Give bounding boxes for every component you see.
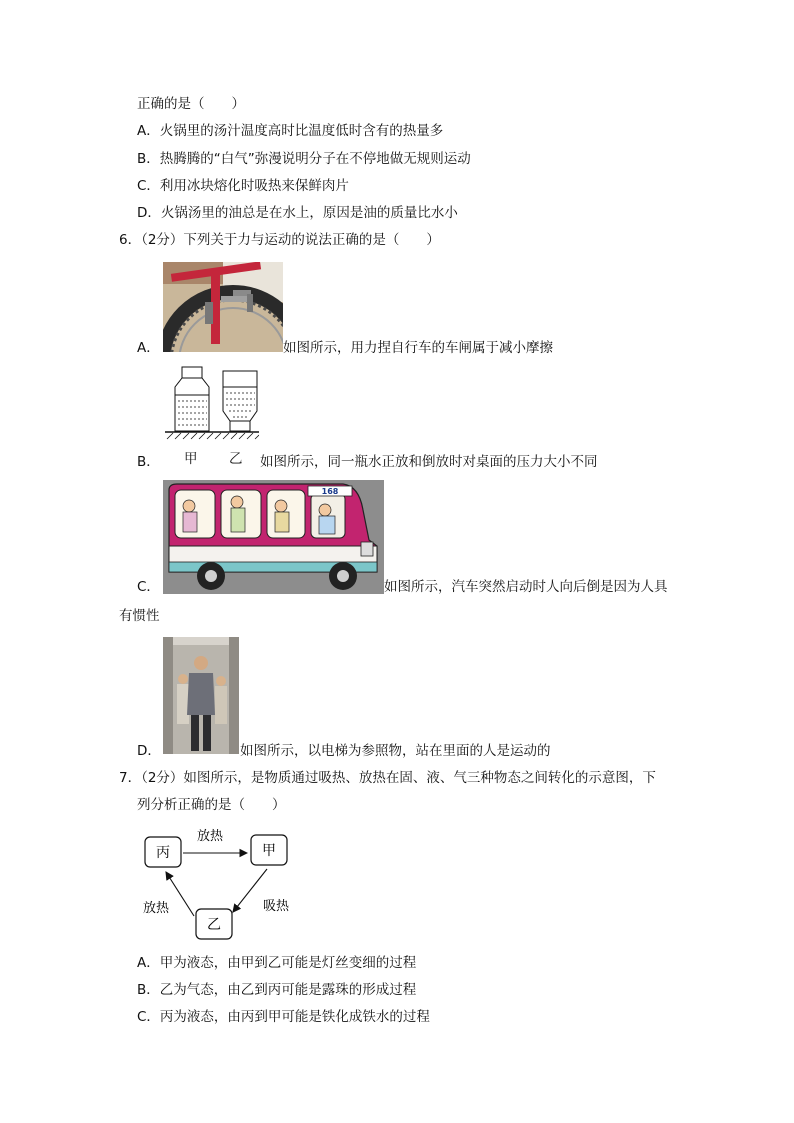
q7-stem-line1: 7．（2分）如图所示，是物质通过吸热、放热在固、液、气三种物态之间转化的示意图，下: [119, 770, 656, 786]
node-bing-label: 丙: [156, 845, 170, 861]
bottle-label-jia: 甲: [184, 451, 198, 467]
q7-option-a: A．甲为液态，由甲到乙可能是灯丝变细的过程: [137, 955, 417, 971]
q5-option-b: B．热腾腾的“白气”弥漫说明分子在不停地做无规则运动: [137, 151, 471, 167]
q5-option-d: D．火锅汤里的油总是在水上，原因是油的质量比水小: [137, 205, 458, 221]
q5-option-a: A．火锅里的汤汁温度高时比温度低时含有的热量多: [137, 123, 444, 139]
bus-number-label: 168: [321, 487, 339, 496]
bottles-diagram: [163, 365, 259, 440]
node-jia-label: 甲: [262, 843, 276, 859]
q6-option-c-text-wrap: 有惯性: [119, 608, 160, 624]
q6-option-c-text: 如图所示，汽车突然启动时人向后倒是因为人具: [384, 579, 668, 595]
q6-stem: 6．（2分）下列关于力与运动的说法正确的是（ ）: [119, 232, 440, 248]
node-yi-label: 乙: [207, 917, 221, 933]
state-change-diagram: [130, 820, 305, 945]
bicycle-brake-image: [163, 262, 283, 352]
bottle-label-yi: 乙: [229, 451, 243, 467]
q6-option-b-text: 如图所示，同一瓶水正放和倒放时对桌面的压力大小不同: [260, 454, 598, 470]
q7-option-c: C．丙为液态，由丙到甲可能是铁化成铁水的过程: [137, 1009, 430, 1025]
arrow-jia-to-yi: [233, 869, 267, 912]
q6-option-c-letter: C．: [137, 579, 160, 595]
bus-image: [163, 480, 384, 594]
q6-option-d-letter: D．: [137, 743, 161, 759]
q6-option-a-text: 如图所示，用力捏自行车的车闸属于减小摩擦: [283, 340, 553, 356]
q5-stem-tail: 正确的是（ ）: [137, 96, 245, 112]
q7-stem-line2: 列分析正确的是（ ）: [137, 797, 286, 813]
label-top-release-heat: 放热: [196, 829, 224, 844]
elevator-image: [163, 637, 239, 754]
arrow-yi-to-bing: [166, 872, 194, 916]
q5-option-c: C．利用冰块熔化时吸热来保鲜肉片: [137, 178, 349, 194]
q6-option-d-text: 如图所示，以电梯为参照物，站在里面的人是运动的: [240, 743, 551, 759]
label-right-absorb-heat: 吸热: [262, 899, 290, 914]
q6-option-a-letter: A．: [137, 340, 160, 356]
q7-option-b: B．乙为气态，由乙到丙可能是露珠的形成过程: [137, 982, 417, 998]
label-left-release-heat: 放热: [142, 901, 170, 916]
q6-option-b-letter: B．: [137, 454, 160, 470]
